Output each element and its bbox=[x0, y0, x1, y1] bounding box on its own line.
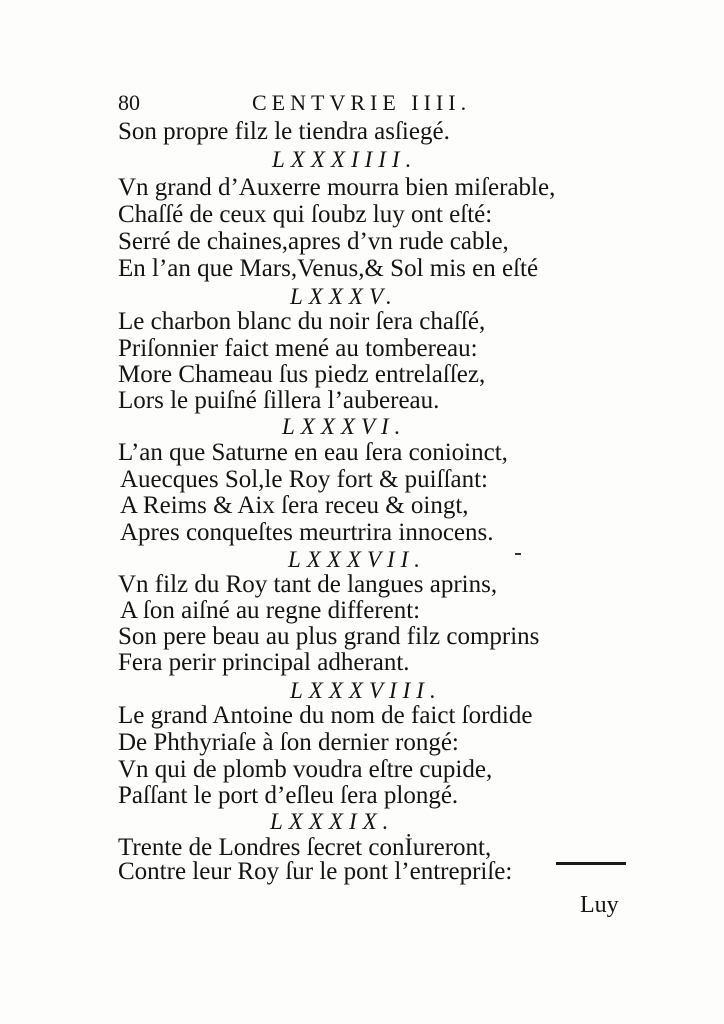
page-header bbox=[118, 86, 518, 120]
verse-line: Vn filz du Roy tant de langues aprins, bbox=[118, 571, 498, 598]
quatrain-number: LXXXVI. bbox=[282, 414, 407, 439]
running-title: CENTVRIE IIII. bbox=[252, 90, 472, 115]
verse-line: Vn grand d’Auxerre mourra bien miſerable, bbox=[118, 174, 556, 201]
verse-line: De Phthyriaſe à ſon dernier rongé: bbox=[118, 729, 459, 756]
page-number: 80 bbox=[118, 90, 140, 115]
verse-line: Le charbon blanc du noir ſera chaſſé, bbox=[118, 308, 486, 335]
verse-line: Son pere beau au plus grand filz comprins bbox=[118, 623, 540, 650]
verse-line: More Chameau ſus piedz entrelaſſez, bbox=[118, 361, 486, 388]
verse-line: Le grand Antoine du nom de faict ſordide bbox=[118, 702, 533, 729]
quatrain-number: LXXXVIII. bbox=[290, 678, 442, 703]
verse-line: Priſonnier faict mené au tombereau: bbox=[118, 335, 478, 362]
verse-line: L’an que Saturne en eau ſera conioinct, bbox=[118, 439, 508, 466]
margin-rule bbox=[556, 862, 626, 865]
verse-line: Vn qui de plomb voudra eſtre cupide, bbox=[118, 756, 493, 783]
catchword: Luy bbox=[580, 892, 619, 918]
verse-line: Son propre filz le tiendra asſiegé. bbox=[118, 118, 450, 145]
verse-line: Apres conqueſtes meurtrira innocens. bbox=[120, 519, 494, 546]
print-mark bbox=[515, 553, 521, 555]
quatrain-number: LXXXVII. bbox=[288, 547, 427, 572]
verse-line: Serré de chaines,apres d’vn rude cable, bbox=[118, 228, 509, 255]
verse-line: Auecques Sol,le Roy fort & puiſſant: bbox=[120, 466, 489, 493]
verse-line: Trente de Londres ſecret conİureront, bbox=[118, 834, 492, 861]
verse-line: Fera perir principal adherant. bbox=[118, 649, 410, 676]
verse-line: Lors le puiſné ſillera l’aubereau. bbox=[118, 387, 440, 414]
quatrain-number: LXXXIIII. bbox=[272, 147, 418, 172]
quatrain-number: LXXXIX. bbox=[270, 809, 395, 834]
verse-line: A Reims & Aix ſera receu & oingt, bbox=[120, 492, 469, 519]
verse-line: Chaſſé de ceux qui ſoubz luy ont eſté: bbox=[118, 201, 493, 228]
verse-line: Paſſant le port d’eſleu ſera plongé. bbox=[118, 782, 459, 809]
verse-line: A ſon aiſné au regne different: bbox=[120, 597, 421, 624]
verse-line: Contre leur Roy ſur le pont l’entrepriſe: bbox=[118, 858, 513, 885]
quatrain-number: LXXXV. bbox=[290, 284, 398, 309]
verse-line: En l’an que Mars,Venus,& Sol mis en eſté bbox=[118, 255, 539, 282]
